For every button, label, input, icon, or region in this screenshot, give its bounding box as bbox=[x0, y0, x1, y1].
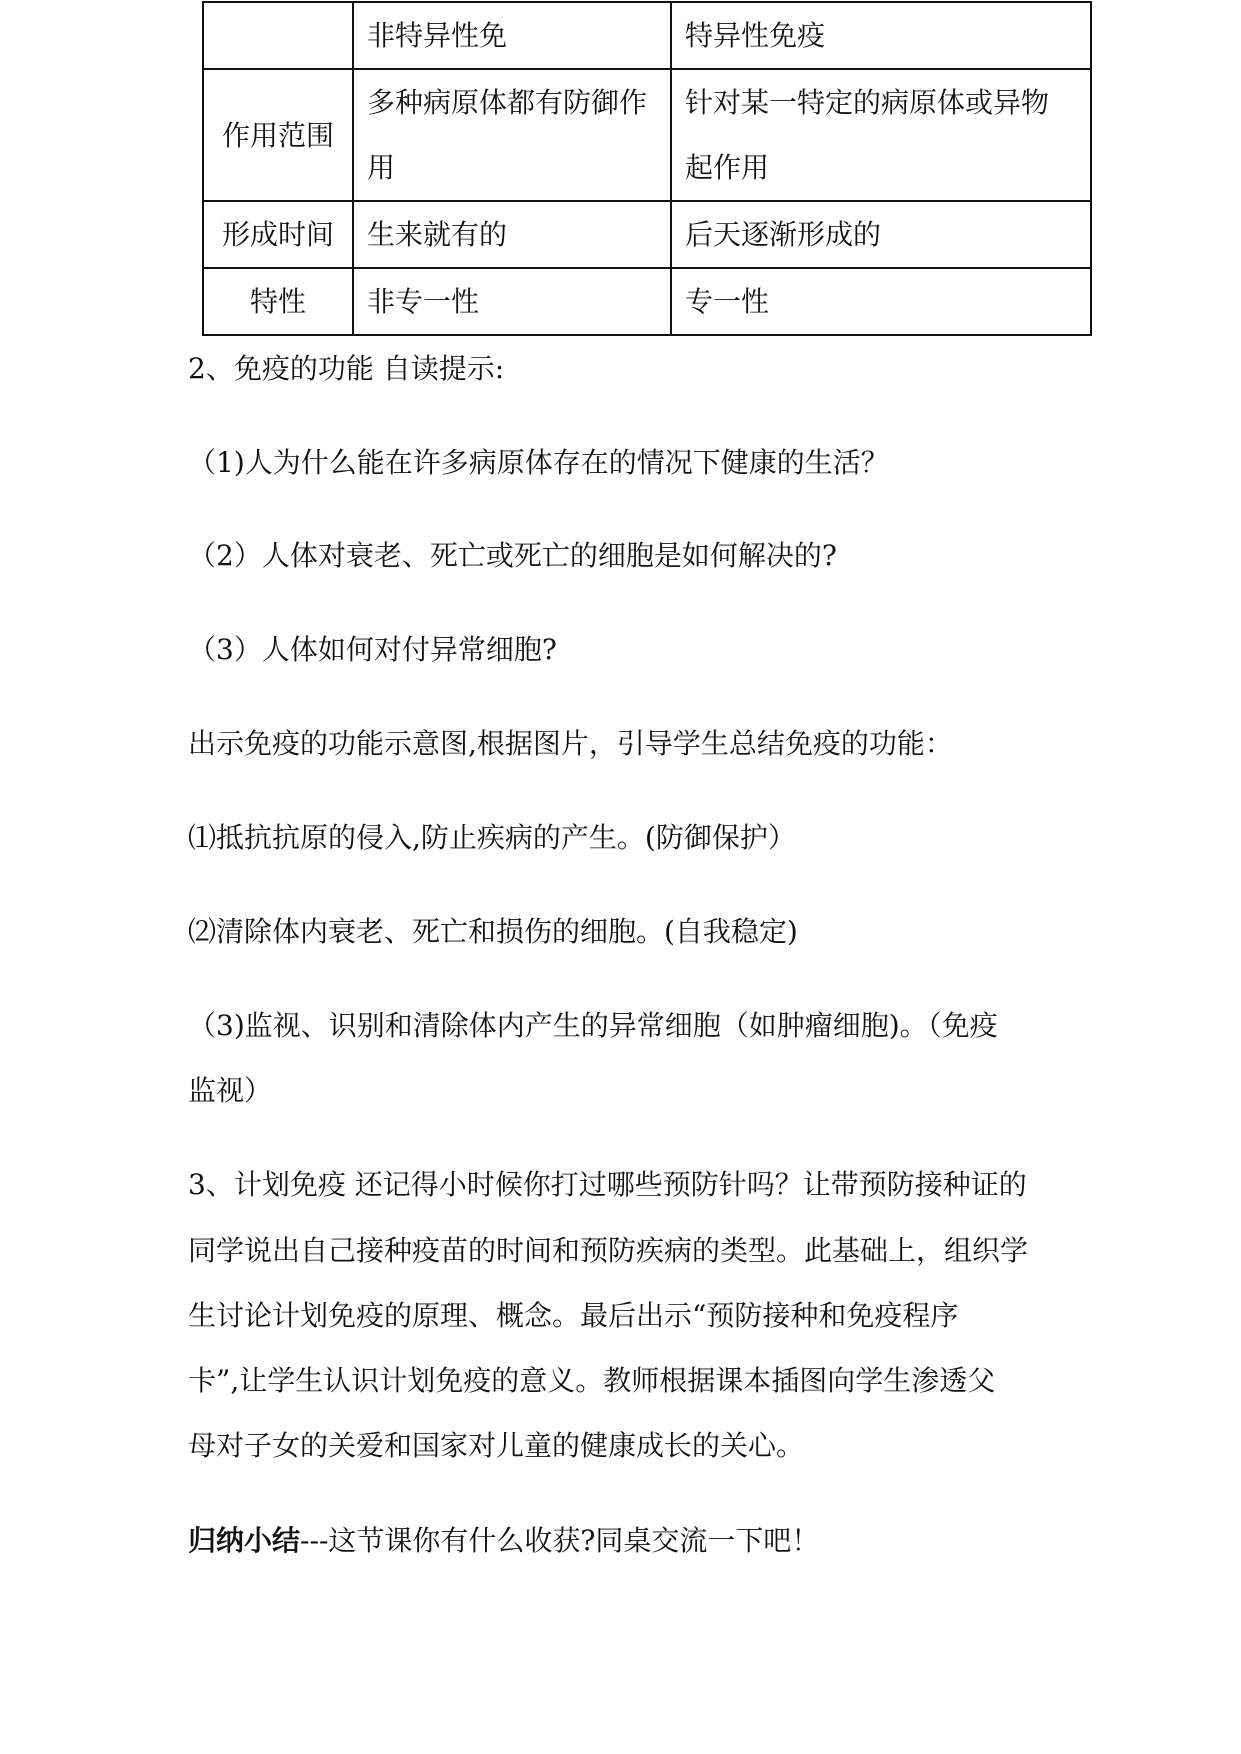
question-3: （3）人体如何对付异常细胞? bbox=[188, 633, 557, 666]
table-cell: 生来就有的 bbox=[353, 201, 671, 268]
row-label-scope: 作用范围 bbox=[203, 69, 353, 201]
table-corner-cell bbox=[203, 2, 353, 69]
section3-line-5: 母对子女的关爱和国家对儿童的健康成长的关心。 bbox=[188, 1429, 805, 1462]
table-row bbox=[203, 201, 1091, 268]
section2-heading: 2、免疫的功能 自读提示: bbox=[188, 352, 505, 385]
cell-text: 多种病原体都有防御作用 bbox=[367, 86, 648, 184]
cell-text: 针对某一特定的病原体或异物起作用 bbox=[685, 86, 1050, 184]
function-3-line-2: 监视） bbox=[188, 1074, 273, 1107]
table-cell bbox=[353, 69, 671, 201]
question-1: （1)人为什么能在许多病原体存在的情况下健康的生活？ bbox=[188, 446, 889, 479]
function-1: ⑴抵抗抗原的侵入,防止疾病的产生。(防御保护） bbox=[188, 821, 796, 854]
row-label-formation-time: 形成时间 bbox=[203, 201, 353, 268]
section3-line-4: 卡”,让学生认识计划免疫的意义。教师根据课本插图向学生渗透父 bbox=[188, 1364, 996, 1397]
header-specific-immunity: 特异性免疫 bbox=[671, 2, 1091, 69]
row-label-property: 特性 bbox=[203, 268, 353, 335]
table-row bbox=[203, 69, 1091, 201]
table-cell bbox=[671, 69, 1091, 201]
section3-line-2: 同学说出自己接种疫苗的时间和预防疾病的类型。此基础上，组织学 bbox=[188, 1234, 1029, 1267]
section3-line-3: 生讨论计划免疫的原理、概念。最后出示“预防接种和免疫程序 bbox=[188, 1299, 959, 1332]
table-cell: 非专一性 bbox=[353, 268, 671, 335]
question-2: （2）人体对衰老、死亡或死亡的细胞是如何解决的? bbox=[188, 539, 837, 572]
function-3-line-1: （3)监视、识别和清除体内产生的异常细胞（如肿瘤细胞)。（免疫 bbox=[188, 1009, 998, 1042]
immunity-comparison-table bbox=[202, 1, 1092, 336]
summary-line bbox=[188, 1508, 819, 1573]
summary-text: ---这节课你有什么收获?同桌交流一下吧！ bbox=[300, 1524, 820, 1557]
table-header-row bbox=[203, 2, 1091, 69]
section3-line-1: 3、计划免疫 还记得小时候你打过哪些预防针吗？让带预防接种证的 bbox=[188, 1168, 1027, 1201]
table-cell: 后天逐渐形成的 bbox=[671, 201, 1091, 268]
table-cell: 专一性 bbox=[671, 268, 1091, 335]
header-nonspecific-immunity: 非特异性免 bbox=[353, 2, 671, 69]
summary-label: 归纳小结 bbox=[188, 1524, 301, 1557]
functions-intro: 出示免疫的功能示意图,根据图片，引导学生总结免疫的功能： bbox=[188, 727, 953, 760]
function-2: ⑵清除体内衰老、死亡和损伤的细胞。(自我稳定) bbox=[188, 915, 798, 948]
table-row bbox=[203, 268, 1091, 335]
